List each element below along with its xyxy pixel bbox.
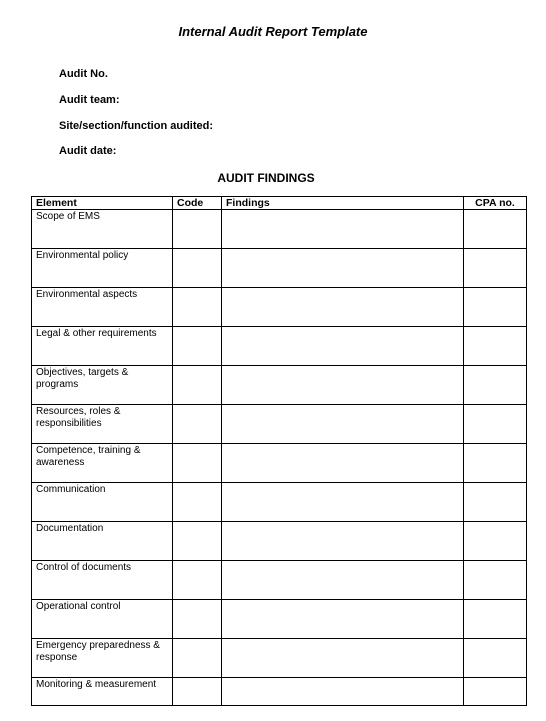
element-cell: Documentation: [32, 522, 173, 561]
cpa-cell[interactable]: [464, 639, 527, 678]
element-cell: Objectives, targets & programs: [32, 366, 173, 405]
cpa-cell[interactable]: [464, 678, 527, 706]
findings-cell[interactable]: [222, 210, 464, 249]
findings-cell[interactable]: [222, 405, 464, 444]
cpa-cell[interactable]: [464, 483, 527, 522]
code-cell[interactable]: [173, 210, 222, 249]
findings-cell[interactable]: [222, 444, 464, 483]
code-cell[interactable]: [173, 366, 222, 405]
table-row: [32, 561, 527, 600]
cpa-cell[interactable]: [464, 600, 527, 639]
table-row: [32, 483, 527, 522]
code-cell[interactable]: [173, 249, 222, 288]
header-code: Code: [173, 197, 222, 210]
code-cell[interactable]: [173, 444, 222, 483]
element-cell: Monitoring & measurement: [32, 678, 173, 706]
cpa-cell[interactable]: [464, 327, 527, 366]
code-cell[interactable]: [173, 561, 222, 600]
code-cell[interactable]: [173, 678, 222, 706]
element-cell: Competence, training & awareness: [32, 444, 173, 483]
findings-cell[interactable]: [222, 600, 464, 639]
header-findings: Findings: [222, 197, 464, 210]
findings-cell[interactable]: [222, 249, 464, 288]
element-cell: Environmental policy: [32, 249, 173, 288]
table-row: [32, 327, 527, 366]
table-row: [32, 678, 527, 706]
table-row: [32, 288, 527, 327]
table-header-row: [32, 197, 527, 210]
table-row: [32, 405, 527, 444]
findings-cell[interactable]: [222, 678, 464, 706]
header-cpa-no: CPA no.: [464, 197, 527, 210]
cpa-cell[interactable]: [464, 405, 527, 444]
cpa-cell[interactable]: [464, 366, 527, 405]
code-cell[interactable]: [173, 405, 222, 444]
findings-table: [31, 196, 527, 706]
element-cell: Emergency preparedness & response: [32, 639, 173, 678]
element-cell: Operational control: [32, 600, 173, 639]
table-row: [32, 210, 527, 249]
findings-cell[interactable]: [222, 288, 464, 327]
findings-cell[interactable]: [222, 366, 464, 405]
findings-cell[interactable]: [222, 327, 464, 366]
element-cell: Legal & other requirements: [32, 327, 173, 366]
findings-cell[interactable]: [222, 483, 464, 522]
cpa-cell[interactable]: [464, 249, 527, 288]
element-cell: Control of documents: [32, 561, 173, 600]
code-cell[interactable]: [173, 639, 222, 678]
code-cell[interactable]: [173, 522, 222, 561]
element-cell: Scope of EMS: [32, 210, 173, 249]
meta-audit-no: Audit No.: [59, 68, 108, 80]
table-row: [32, 639, 527, 678]
element-cell: Resources, roles & responsibilities: [32, 405, 173, 444]
cpa-cell[interactable]: [464, 561, 527, 600]
meta-site-audited: Site/section/function audited:: [59, 120, 214, 132]
table-row: [32, 444, 527, 483]
header-element: Element: [32, 197, 173, 210]
table-row: [32, 366, 527, 405]
findings-cell[interactable]: [222, 522, 464, 561]
cpa-cell[interactable]: [464, 210, 527, 249]
section-title: AUDIT FINDINGS: [217, 171, 315, 185]
code-cell[interactable]: [173, 327, 222, 366]
element-cell: Communication: [32, 483, 173, 522]
table-row: [32, 249, 527, 288]
code-cell[interactable]: [173, 600, 222, 639]
document-title: Internal Audit Report Template: [178, 24, 368, 39]
table-row: [32, 522, 527, 561]
findings-cell[interactable]: [222, 561, 464, 600]
table-row: [32, 600, 527, 639]
cpa-cell[interactable]: [464, 444, 527, 483]
code-cell[interactable]: [173, 288, 222, 327]
cpa-cell[interactable]: [464, 522, 527, 561]
findings-cell[interactable]: [222, 639, 464, 678]
meta-audit-team: Audit team:: [59, 94, 120, 106]
code-cell[interactable]: [173, 483, 222, 522]
cpa-cell[interactable]: [464, 288, 527, 327]
meta-audit-date: Audit date:: [59, 145, 117, 157]
element-cell: Environmental aspects: [32, 288, 173, 327]
